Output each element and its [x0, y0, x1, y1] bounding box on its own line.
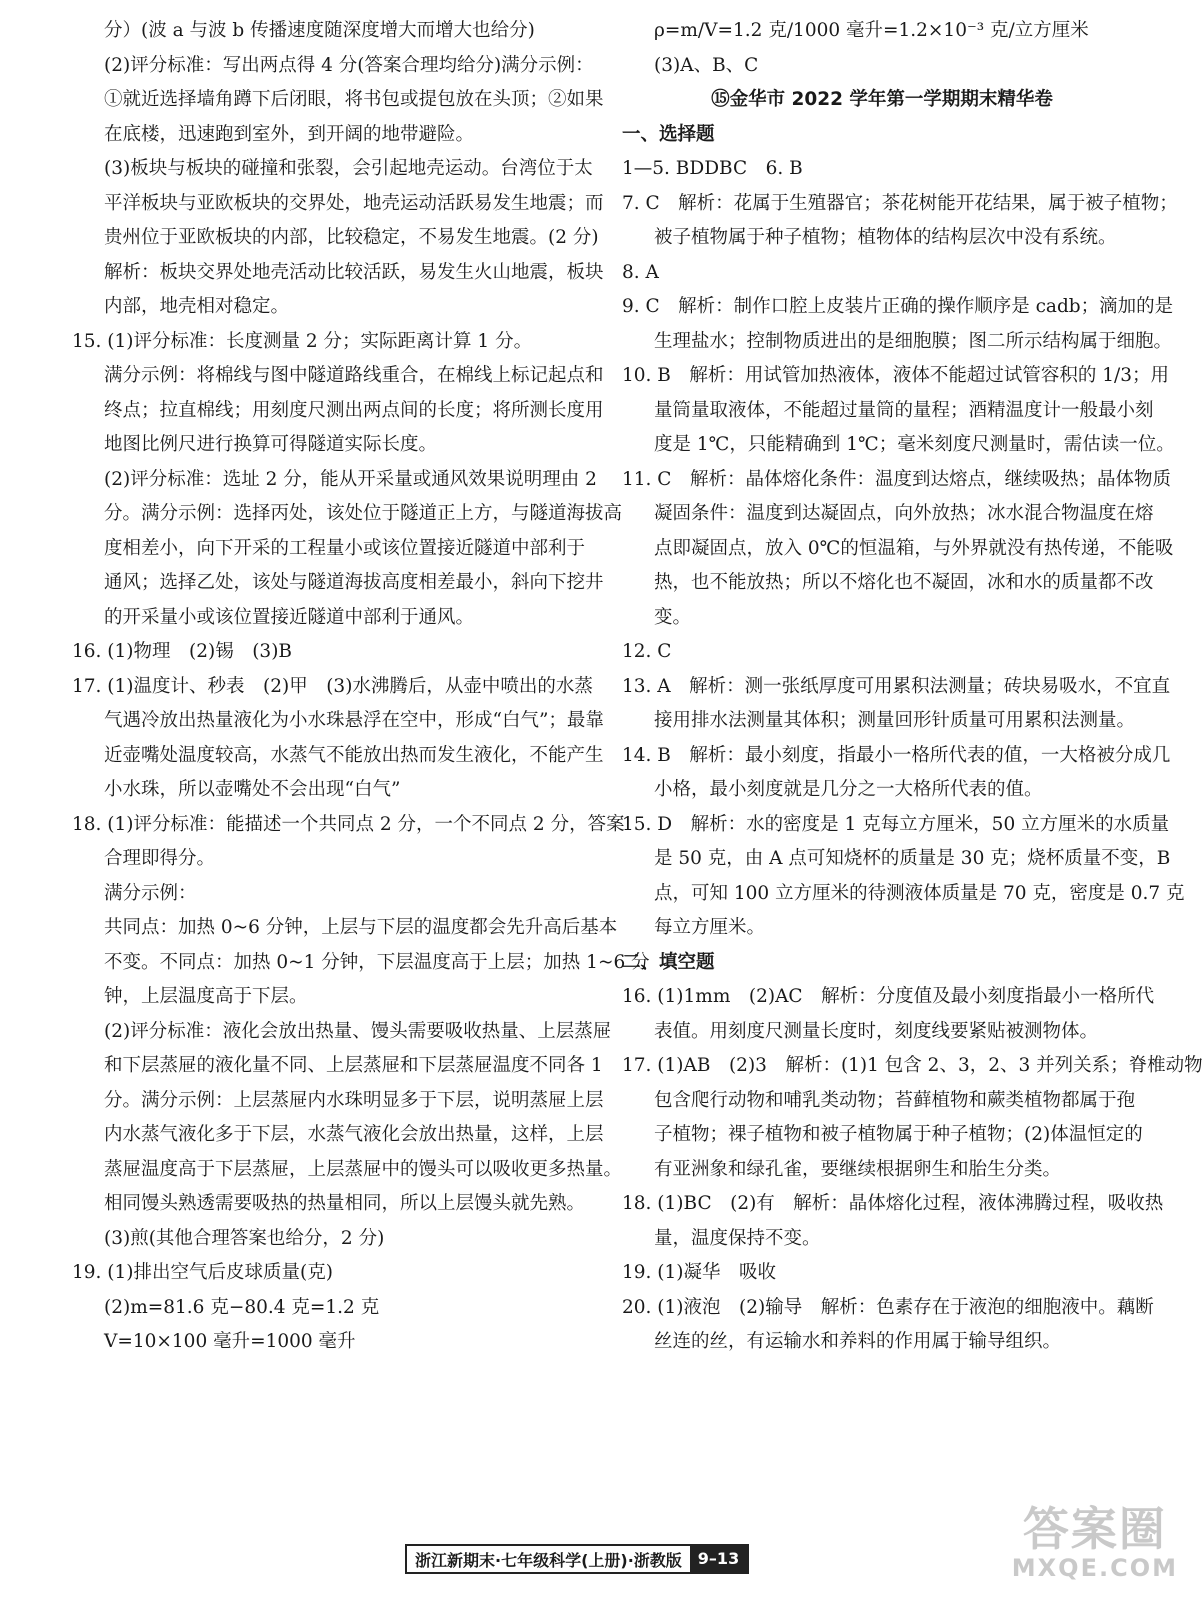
text-line: 共同点：加热 0~6 分钟，上层与下层的温度都会先升高后基本: [104, 917, 618, 938]
footer-title: 浙江新期末·七年级科学(上册)·浙教版: [415, 1550, 682, 1570]
text-line: 终点；拉直棉线；用刻度尺测出两点间的长度；将所测长度用: [104, 399, 604, 421]
text-line: ρ=m/V=1.2 克/1000 毫升=1.2×10⁻³ 克/立方厘米: [654, 20, 1089, 41]
text-line: 分）(波 a 与波 b 传播速度随深度增大而增大也给分): [104, 20, 535, 41]
text-line: 15. D 解析：水的密度是 1 克每立方厘米，50 立方厘米的水质量: [622, 813, 1170, 835]
text-line: 1—5. BDDBC 6. B: [622, 158, 803, 179]
text-line: 15. (1)评分标准：长度测量 2 分；实际距离计算 1 分。: [72, 330, 533, 352]
watermark-logo-text: 答案圈: [1022, 1502, 1167, 1556]
text-line: 不变。不同点：加热 0~1 分钟，下层温度高于上层；加热 1~6 分: [104, 951, 650, 973]
text-line: 表值。用刻度尺测量长度时，刻度线要紧贴被测物体。: [654, 1020, 1099, 1042]
text-line: (2)评分标准：写出两点得 4 分(答案合理均给分)满分示例：: [104, 54, 594, 76]
text-line: 气遇冷放出热量液化为小水珠悬浮在空中，形成“白气”；最靠: [104, 710, 604, 731]
text-line: 解析：板块交界处地壳活动比较活跃，易发生火山地震，板块: [104, 261, 604, 283]
text-line: 分。满分示例：选择丙处，该处位于隧道正上方，与隧道海拔高: [104, 503, 623, 524]
text-line: 小水珠，所以壶嘴处不会出现“白气”: [104, 779, 401, 800]
text-line: 18. (1)评分标准：能描述一个共同点 2 分，一个不同点 2 分，答案: [72, 813, 625, 835]
text-line: V=10×100 毫升=1000 毫升: [104, 1331, 356, 1352]
text-line: 生理盐水；控制物质进出的是细胞膜；图二所示结构属于细胞。: [654, 330, 1173, 352]
text-line: 接用排水法测量其体积；测量回形针质量可用累积法测量。: [654, 710, 1136, 731]
page-number: 9–13: [690, 1546, 747, 1572]
text-line: 点即凝固点，放入 0℃的恒温箱，与外界就没有热传递，不能吸: [654, 537, 1174, 559]
text-line: ①就近选择墙角蹲下后闭眼，将书包或提包放在头顶；②如果: [104, 89, 604, 110]
text-line: 贵州位于亚欧板块的内部，比较稳定，不易发生地震。(2 分): [104, 227, 599, 248]
text-line: 19. (1)凝华 吸收: [622, 1262, 777, 1283]
text-line: 度是 1℃，只能精确到 1℃；毫米刻度尺测量时，需估读一位。: [654, 434, 1175, 455]
text-line: 小格，最小刻度就是几分之一大格所代表的值。: [654, 779, 1043, 800]
watermark-url: MXQE.COM: [1011, 1554, 1178, 1582]
text-line: (3)板块与板块的碰撞和张裂，会引起地壳运动。台湾位于太: [104, 158, 593, 179]
text-line: 有亚洲象和绿孔雀，要继续根据卵生和胎生分类。: [654, 1158, 1062, 1180]
page-footer: [405, 1544, 749, 1574]
section-title: ⑮金华市 2022 学年第一学期期末精华卷: [711, 89, 1053, 110]
text-line: 度相差小，向下开采的工程量小或该位置接近隧道中部利于: [104, 537, 586, 559]
text-line: (3)煎(其他合理答案也给分，2 分): [104, 1227, 385, 1249]
text-line: (3)A、B、C: [654, 54, 759, 76]
right-column: [622, 14, 1203, 1360]
text-line: 合理即得分。: [104, 848, 216, 869]
text-line: 地图比例尺进行换算可得隧道实际长度。: [104, 434, 438, 455]
section-heading: 一、选择题: [622, 123, 715, 145]
text-line: 内部，地壳相对稳定。: [104, 296, 290, 317]
watermark: [1012, 1504, 1178, 1582]
text-line: 11. C 解析：晶体熔化条件：温度到达熔点，继续吸热；晶体物质: [622, 468, 1171, 490]
text-line: 变。: [654, 606, 692, 628]
text-line: 近壶嘴处温度较高，水蒸气不能放出热而发生液化，不能产生: [104, 744, 604, 766]
text-line: 丝连的丝，有运输水和养料的作用属于输导组织。: [654, 1331, 1062, 1352]
text-line: 满分示例：: [104, 882, 197, 904]
text-line: 7. C 解析：花属于生殖器官；茶花树能开花结果，属于被子植物；: [622, 192, 1178, 214]
text-line: 的开采量小或该位置接近隧道中部利于通风。: [104, 606, 475, 628]
text-line: 和下层蒸屉的液化量不同、上层蒸屉和下层蒸屉温度不同各 1: [104, 1055, 603, 1076]
text-line: 17. (1)温度计、秒表 (2)甲 (3)水沸腾后，从壶中喷出的水蒸: [72, 675, 593, 697]
text-line: 18. (1)BC (2)有 解析：晶体熔化过程，液体沸腾过程，吸收热: [622, 1193, 1164, 1214]
text-line: 17. (1)AB (2)3 解析：(1)1 包含 2、3，2、3 并列关系；脊椎动物: [622, 1055, 1203, 1076]
text-line: 19. (1)排出空气后皮球质量(克): [72, 1262, 333, 1283]
text-line: (2)m=81.6 克−80.4 克=1.2 克: [104, 1296, 380, 1318]
text-line: 每立方厘米。: [654, 917, 766, 938]
text-line: 8. A: [622, 261, 659, 283]
text-line: 通风；选择乙处，该处与隧道海拔高度相差最小，斜向下挖井: [104, 572, 604, 593]
text-line: 9. C 解析：制作口腔上皮装片正确的操作顺序是 cadb；滴加的是: [622, 296, 1174, 317]
text-line: 13. A 解析：测一张纸厚度可用累积法测量；砖块易吸水，不宜直: [622, 675, 1171, 697]
text-line: 是 50 克，由 A 点可知烧杯的质量是 30 克；烧杯质量不变，B: [654, 848, 1171, 869]
text-line: 被子植物属于种子植物；植物体的结构层次中没有系统。: [654, 227, 1117, 248]
text-line: (2)评分标准：选址 2 分，能从开采量或通风效果说明理由 2: [104, 468, 597, 490]
text-line: 内水蒸气液化多于下层，水蒸气液化会放出热量，这样，上层: [104, 1124, 604, 1145]
text-line: 钟，上层温度高于下层。: [104, 986, 308, 1007]
text-line: (2)评分标准：液化会放出热量、馒头需要吸收热量、上层蒸屉: [104, 1020, 612, 1042]
text-line: 凝固条件：温度到达凝固点，向外放热；冰水混合物温度在熔: [654, 503, 1154, 524]
text-line: 满分示例：将棉线与图中隧道路线重合，在棉线上标记起点和: [104, 365, 604, 386]
text-line: 16. (1)1mm (2)AC 解析：分度值及最小刻度指最小一格所代: [622, 986, 1155, 1007]
text-line: 相同馒头熟透需要吸热的热量相同，所以上层馒头就先熟。: [104, 1193, 586, 1214]
text-line: 子植物；裸子植物和被子植物属于种子植物；(2)体温恒定的: [654, 1124, 1143, 1145]
text-line: 平洋板块与亚欧板块的交界处，地壳运动活跃易发生地震；而: [104, 192, 604, 214]
text-line: 分。满分示例：上层蒸屉内水珠明显多于下层，说明蒸屉上层: [104, 1089, 604, 1111]
text-line: 10. B 解析：用试管加热液体，液体不能超过试管容积的 1/3；用: [622, 365, 1170, 386]
text-line: 12. C: [622, 641, 672, 662]
text-line: 20. (1)液泡 (2)输导 解析：色素存在于液泡的细胞液中。藕断: [622, 1296, 1154, 1318]
section-heading: 二、填空题: [622, 951, 715, 973]
text-line: 蒸屉温度高于下层蒸屉，上层蒸屉中的馒头可以吸收更多热量。: [104, 1158, 623, 1180]
text-line: 在底楼，迅速跑到室外，到开阔的地带避险。: [104, 123, 475, 145]
text-line: 热，也不能放热；所以不熔化也不凝固，冰和水的质量都不改: [654, 572, 1154, 593]
text-line: 16. (1)物理 (2)锡 (3)B: [72, 641, 293, 662]
text-line: 量，温度保持不变。: [654, 1227, 821, 1249]
text-line: 点，可知 100 立方厘米的待测液体质量是 70 克，密度是 0.7 克: [654, 882, 1185, 904]
text-line: 包含爬行动物和哺乳类动物；苔藓植物和蕨类植物都属于孢: [654, 1089, 1136, 1111]
text-line: 量筒量取液体，不能超过量筒的量程；酒精温度计一般最小刻: [654, 399, 1154, 421]
text-line: 14. B 解析：最小刻度，指最小一格所代表的值，一大格被分成几: [622, 744, 1171, 766]
